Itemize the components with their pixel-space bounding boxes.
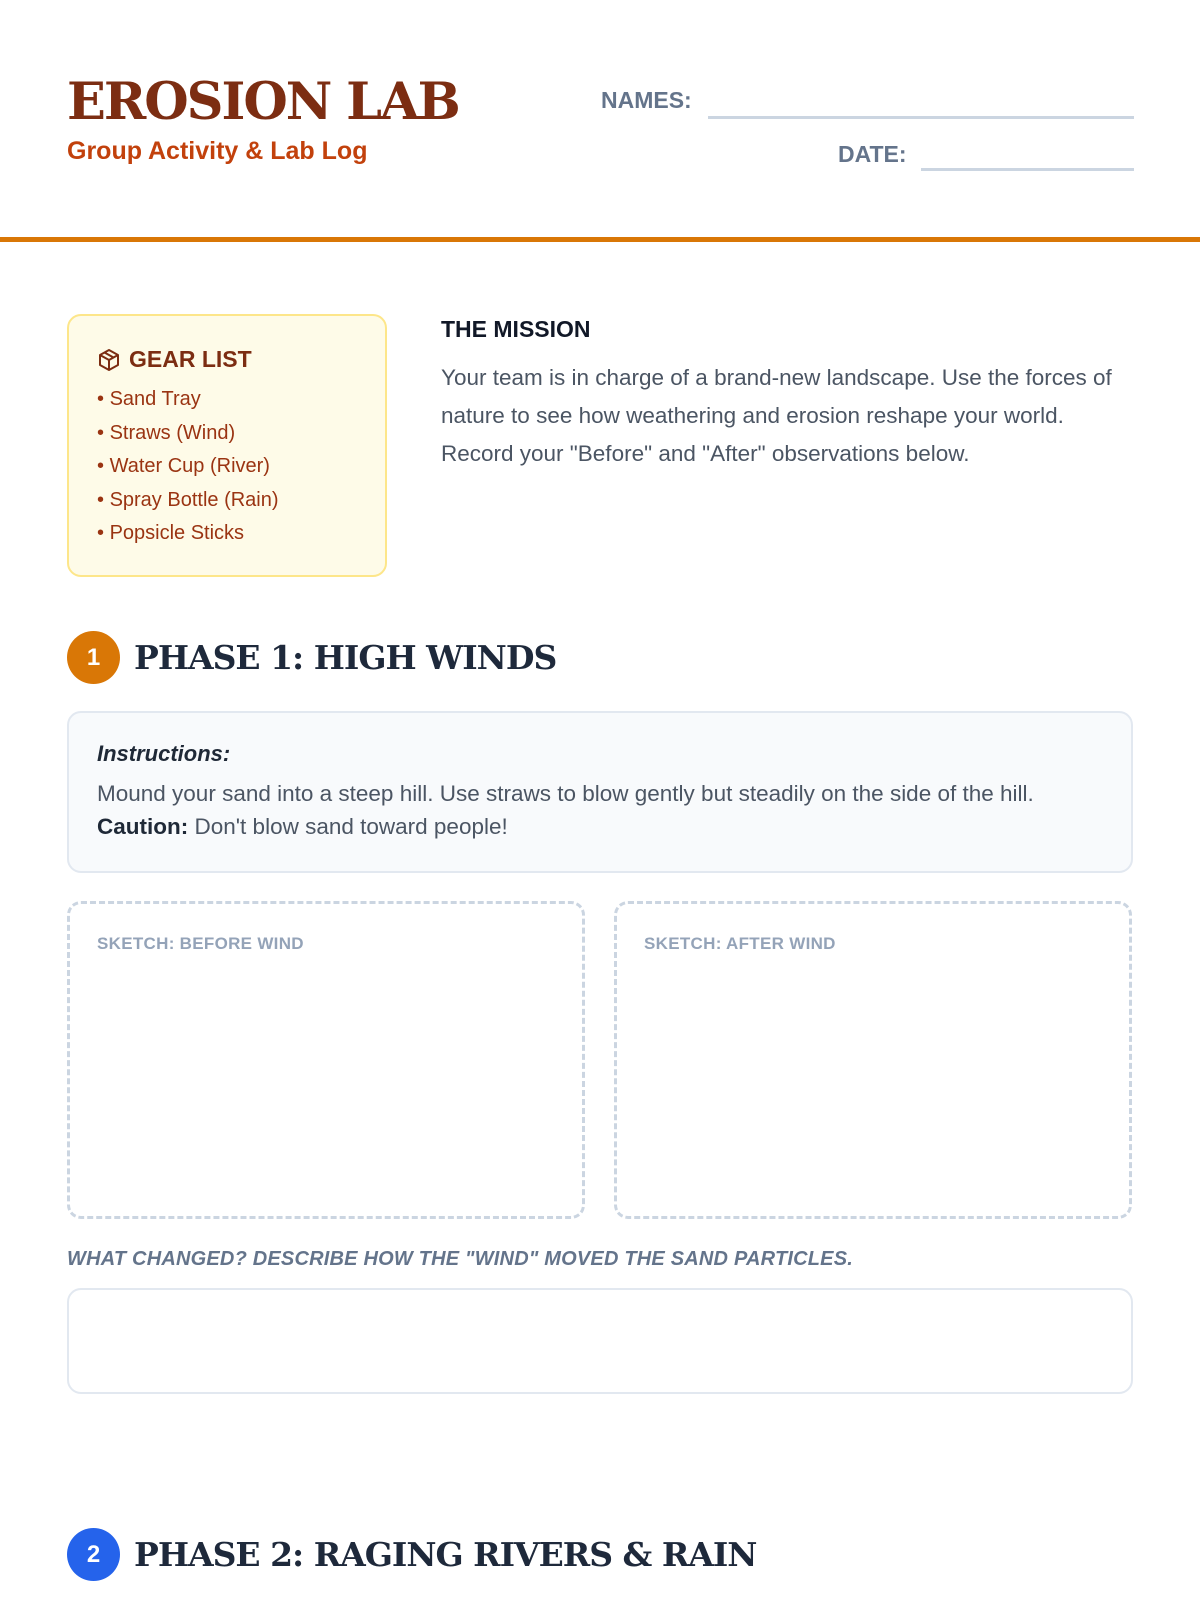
phase-1-heading (67, 631, 556, 684)
instructions-body: Mound your sand into a steep hill. Use straws to blow gently but steadily on the side of the hill. (97, 781, 1034, 806)
page-header (0, 0, 1200, 242)
sketch-before-box[interactable] (67, 901, 585, 1219)
page-subtitle: Group Activity & Lab Log (67, 137, 368, 165)
caution-label: Caution: (97, 814, 189, 839)
box-icon (97, 348, 121, 372)
mission-text: Your team is in charge of a brand-new landscape. Use the forces of nature to see how weathering and erosion reshape your world. Record your "Before" and "After" observations below. (441, 365, 1112, 466)
gear-list-card (67, 314, 387, 577)
phase-1-number-badge: 1 (67, 631, 120, 684)
phase-1-title: PHASE 1: HIGH WINDS (134, 638, 557, 677)
names-field[interactable] (708, 116, 1134, 119)
gear-item: • Straws (Wind) (97, 417, 357, 451)
names-label: NAMES: (601, 87, 692, 113)
instructions-label: Instructions: (97, 741, 231, 766)
phase-1-instructions (67, 711, 1133, 873)
caution-text: Don't blow sand toward people! (188, 814, 508, 839)
phase-1-answer-box[interactable] (67, 1288, 1133, 1394)
page-title: EROSION LAB (67, 72, 459, 132)
date-label: DATE: (838, 141, 907, 167)
gear-item: • Popsicle Sticks (97, 517, 357, 551)
sketch-after-box[interactable] (614, 901, 1132, 1219)
phase-2-title: PHASE 2: RAGING RIVERS & RAIN (134, 1535, 757, 1574)
phase-1-question: WHAT CHANGED? DESCRIBE HOW THE "WIND" MOVED THE SAND PARTICLES. (67, 1248, 854, 1270)
mission-title: THE MISSION (441, 316, 591, 342)
gear-list (97, 383, 357, 551)
phase-2-number-badge: 2 (67, 1528, 120, 1581)
gear-list-title: GEAR LIST (129, 346, 252, 372)
gear-item: • Sand Tray (97, 383, 357, 417)
gear-item: • Spray Bottle (Rain) (97, 484, 357, 518)
gear-list-heading (97, 346, 357, 373)
phase-2-heading (67, 1528, 756, 1581)
gear-item: • Water Cup (River) (97, 450, 357, 484)
sketch-after-label: SKETCH: AFTER WIND (644, 934, 836, 953)
sketch-before-label: SKETCH: BEFORE WIND (97, 934, 304, 953)
date-field[interactable] (921, 168, 1134, 171)
instructions-text (97, 777, 1103, 843)
